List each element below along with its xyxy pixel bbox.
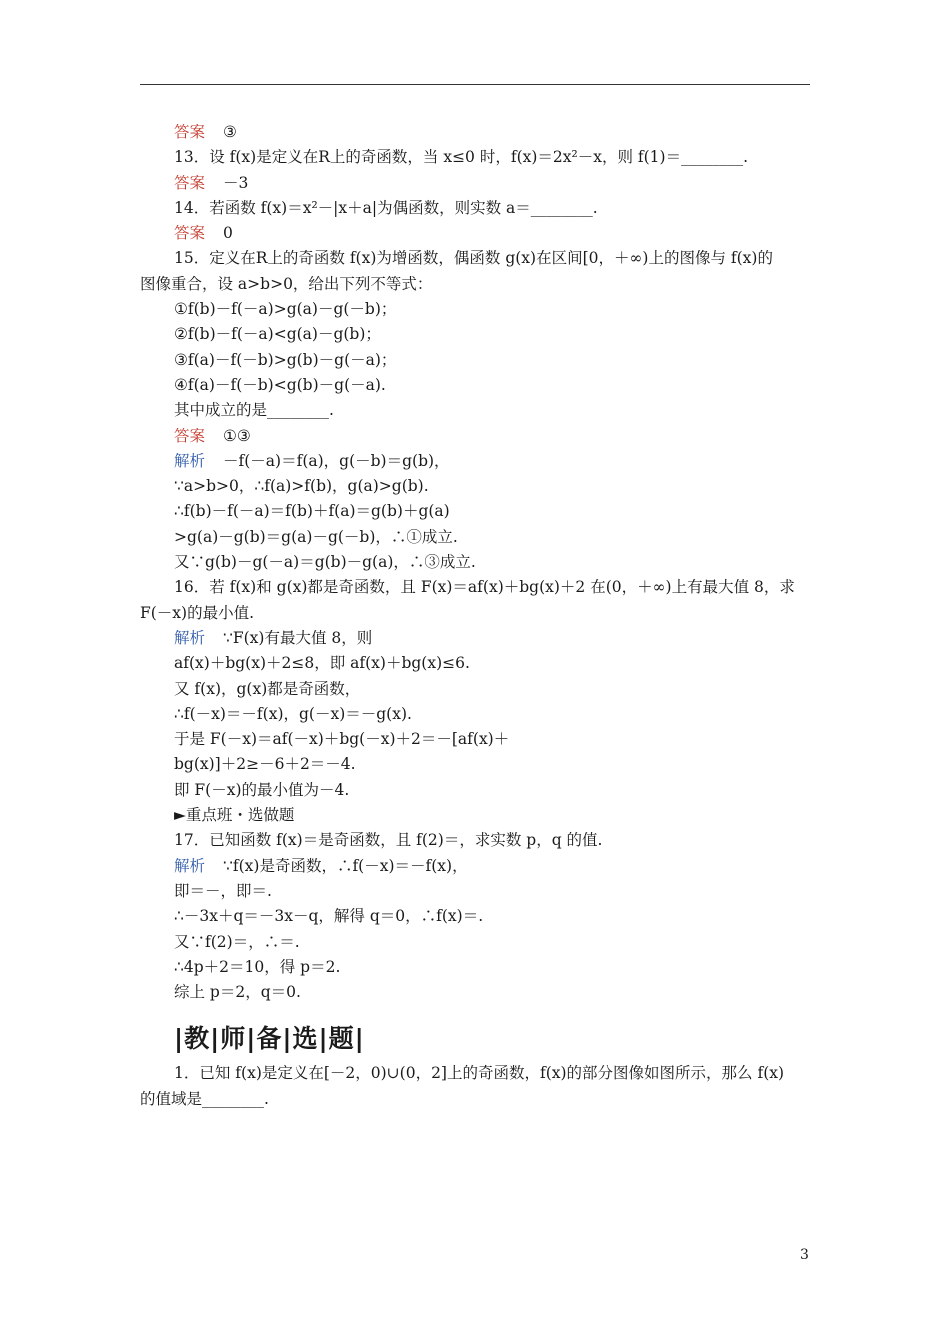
body-line [140, 752, 810, 777]
body-line [140, 980, 810, 1005]
line-text: 0 [223, 224, 233, 243]
header-rule [140, 84, 810, 85]
body-line [140, 373, 810, 398]
body-line [140, 272, 810, 297]
body-line [140, 550, 810, 575]
line-text: ∵F(x)有最大值 8，则 [223, 628, 373, 647]
analysis-label: 解析 [174, 451, 206, 470]
answer-label: 答案 [174, 224, 206, 243]
line-text: F(－x)的最小值. [140, 603, 255, 622]
body-line [140, 474, 810, 499]
body-line [140, 930, 810, 955]
answer-label: 答案 [174, 173, 206, 192]
line-text: ∴4p＋2＝10，得 p＝2. [174, 957, 341, 976]
line-text: 1．已知 f(x)是定义在[－2，0)∪(0，2]上的奇函数，f(x)的部分图像如图所示，那么 f(x) [174, 1064, 785, 1083]
body-line [140, 702, 810, 727]
problem-lines [140, 120, 810, 1005]
line-text: ③ [223, 123, 237, 141]
line-text: －f(－a)＝f(a)，g(－b)＝g(b)， [223, 451, 450, 470]
answer-label: 答案 [174, 426, 206, 445]
line-text: 即＝－，即＝. [174, 881, 272, 900]
body-line [140, 727, 810, 752]
document-body [140, 120, 810, 1112]
body-line [140, 879, 810, 904]
line-text: 17．已知函数 f(x)＝是奇函数，且 f(2)＝，求实数 p，q 的值. [174, 831, 603, 850]
body-line [140, 171, 810, 196]
line-text: 综上 p＝2，q＝0. [174, 983, 301, 1002]
line-text: ∵a>b>0，∴f(a)>f(b)，g(a)>g(b). [174, 477, 429, 496]
answer-label: 答案 [174, 123, 206, 141]
body-line [140, 626, 810, 651]
line-text: >g(a)－g(b)＝g(a)－g(－b)，∴①成立. [174, 527, 458, 546]
body-line [140, 348, 810, 373]
final-line [140, 1087, 810, 1112]
body-line [140, 499, 810, 524]
line-text: 13．设 f(x)是定义在R上的奇函数，当 x≤0 时，f(x)＝2x²－x，则 f(1)＝________. [174, 148, 749, 167]
line-text: ④f(a)－f(－b)<g(b)－g(－a). [174, 375, 386, 394]
line-text: ∴－3x＋q＝－3x－q，解得 q＝0，∴f(x)＝. [174, 907, 484, 926]
body-line [140, 322, 810, 347]
line-text: ∴f(－x)＝－f(x)，g(－x)＝－g(x). [174, 704, 412, 723]
body-line [140, 449, 810, 474]
body-line [140, 196, 810, 221]
line-text: 14．若函数 f(x)＝x²－|x＋a|为偶函数，则实数 a＝________. [174, 198, 598, 217]
body-line [140, 120, 810, 145]
final-problem [140, 1061, 810, 1112]
body-line [140, 854, 810, 879]
line-text: 图像重合，设 a>b>0，给出下列不等式： [140, 274, 433, 293]
body-line [140, 297, 810, 322]
line-text: 又 f(x)，g(x)都是奇函数， [174, 679, 361, 698]
analysis-label: 解析 [174, 628, 206, 647]
body-line [140, 398, 810, 423]
line-text: ②f(b)－f(－a)<g(a)－g(b)； [174, 325, 381, 344]
body-line [140, 221, 810, 246]
line-text: 的值域是________. [140, 1089, 269, 1108]
line-text: ∴f(b)－f(－a)＝f(b)＋f(a)＝g(b)＋g(a) [174, 502, 450, 521]
line-text: 又∵g(b)－g(－a)＝g(b)－g(a)，∴③成立. [174, 553, 476, 572]
body-line [140, 803, 810, 828]
section-heading: |教|师|备|选|题| [174, 1024, 365, 1054]
line-text: af(x)＋bg(x)＋2≤8，即 af(x)＋bg(x)≤6. [174, 654, 470, 673]
page-number: 3 [800, 1247, 809, 1263]
line-text: 又∵f(2)＝，∴＝. [174, 932, 300, 951]
body-line [140, 424, 810, 449]
final-line [140, 1061, 810, 1086]
body-line [140, 828, 810, 853]
body-line [140, 601, 810, 626]
body-line [140, 651, 810, 676]
line-text: ►重点班・选做题 [174, 806, 295, 825]
line-text: bg(x)]＋2≥－6＋2＝－4. [174, 755, 356, 774]
body-line [140, 778, 810, 803]
body-line [140, 145, 810, 170]
body-line [140, 525, 810, 550]
body-line [140, 575, 810, 600]
line-text: －3 [223, 173, 249, 192]
line-text: ①f(b)－f(－a)>g(a)－g(－b)； [174, 300, 397, 319]
line-text: 其中成立的是________. [174, 401, 334, 420]
line-text: ③f(a)－f(－b)>g(b)－g(－a)； [174, 350, 397, 369]
line-text: ∵f(x)是奇函数，∴f(－x)＝－f(x)， [223, 856, 468, 875]
line-text: 16．若 f(x)和 g(x)都是奇函数，且 F(x)＝af(x)＋bg(x)＋2 在(0，＋∞)上有最大值 8，求 [174, 578, 795, 597]
body-line [140, 246, 810, 271]
analysis-label: 解析 [174, 856, 206, 875]
line-text: 15．定义在R上的奇函数 f(x)为增函数，偶函数 g(x)在区间[0，＋∞)上的图像与 f(x)的 [174, 249, 773, 268]
body-line [140, 904, 810, 929]
line-text: ①③ [223, 426, 251, 445]
line-text: 于是 F(－x)＝af(－x)＋bg(－x)＋2＝－[af(x)＋ [174, 730, 510, 749]
body-line [140, 955, 810, 980]
body-line [140, 677, 810, 702]
line-text: 即 F(－x)的最小值为－4. [174, 780, 350, 799]
